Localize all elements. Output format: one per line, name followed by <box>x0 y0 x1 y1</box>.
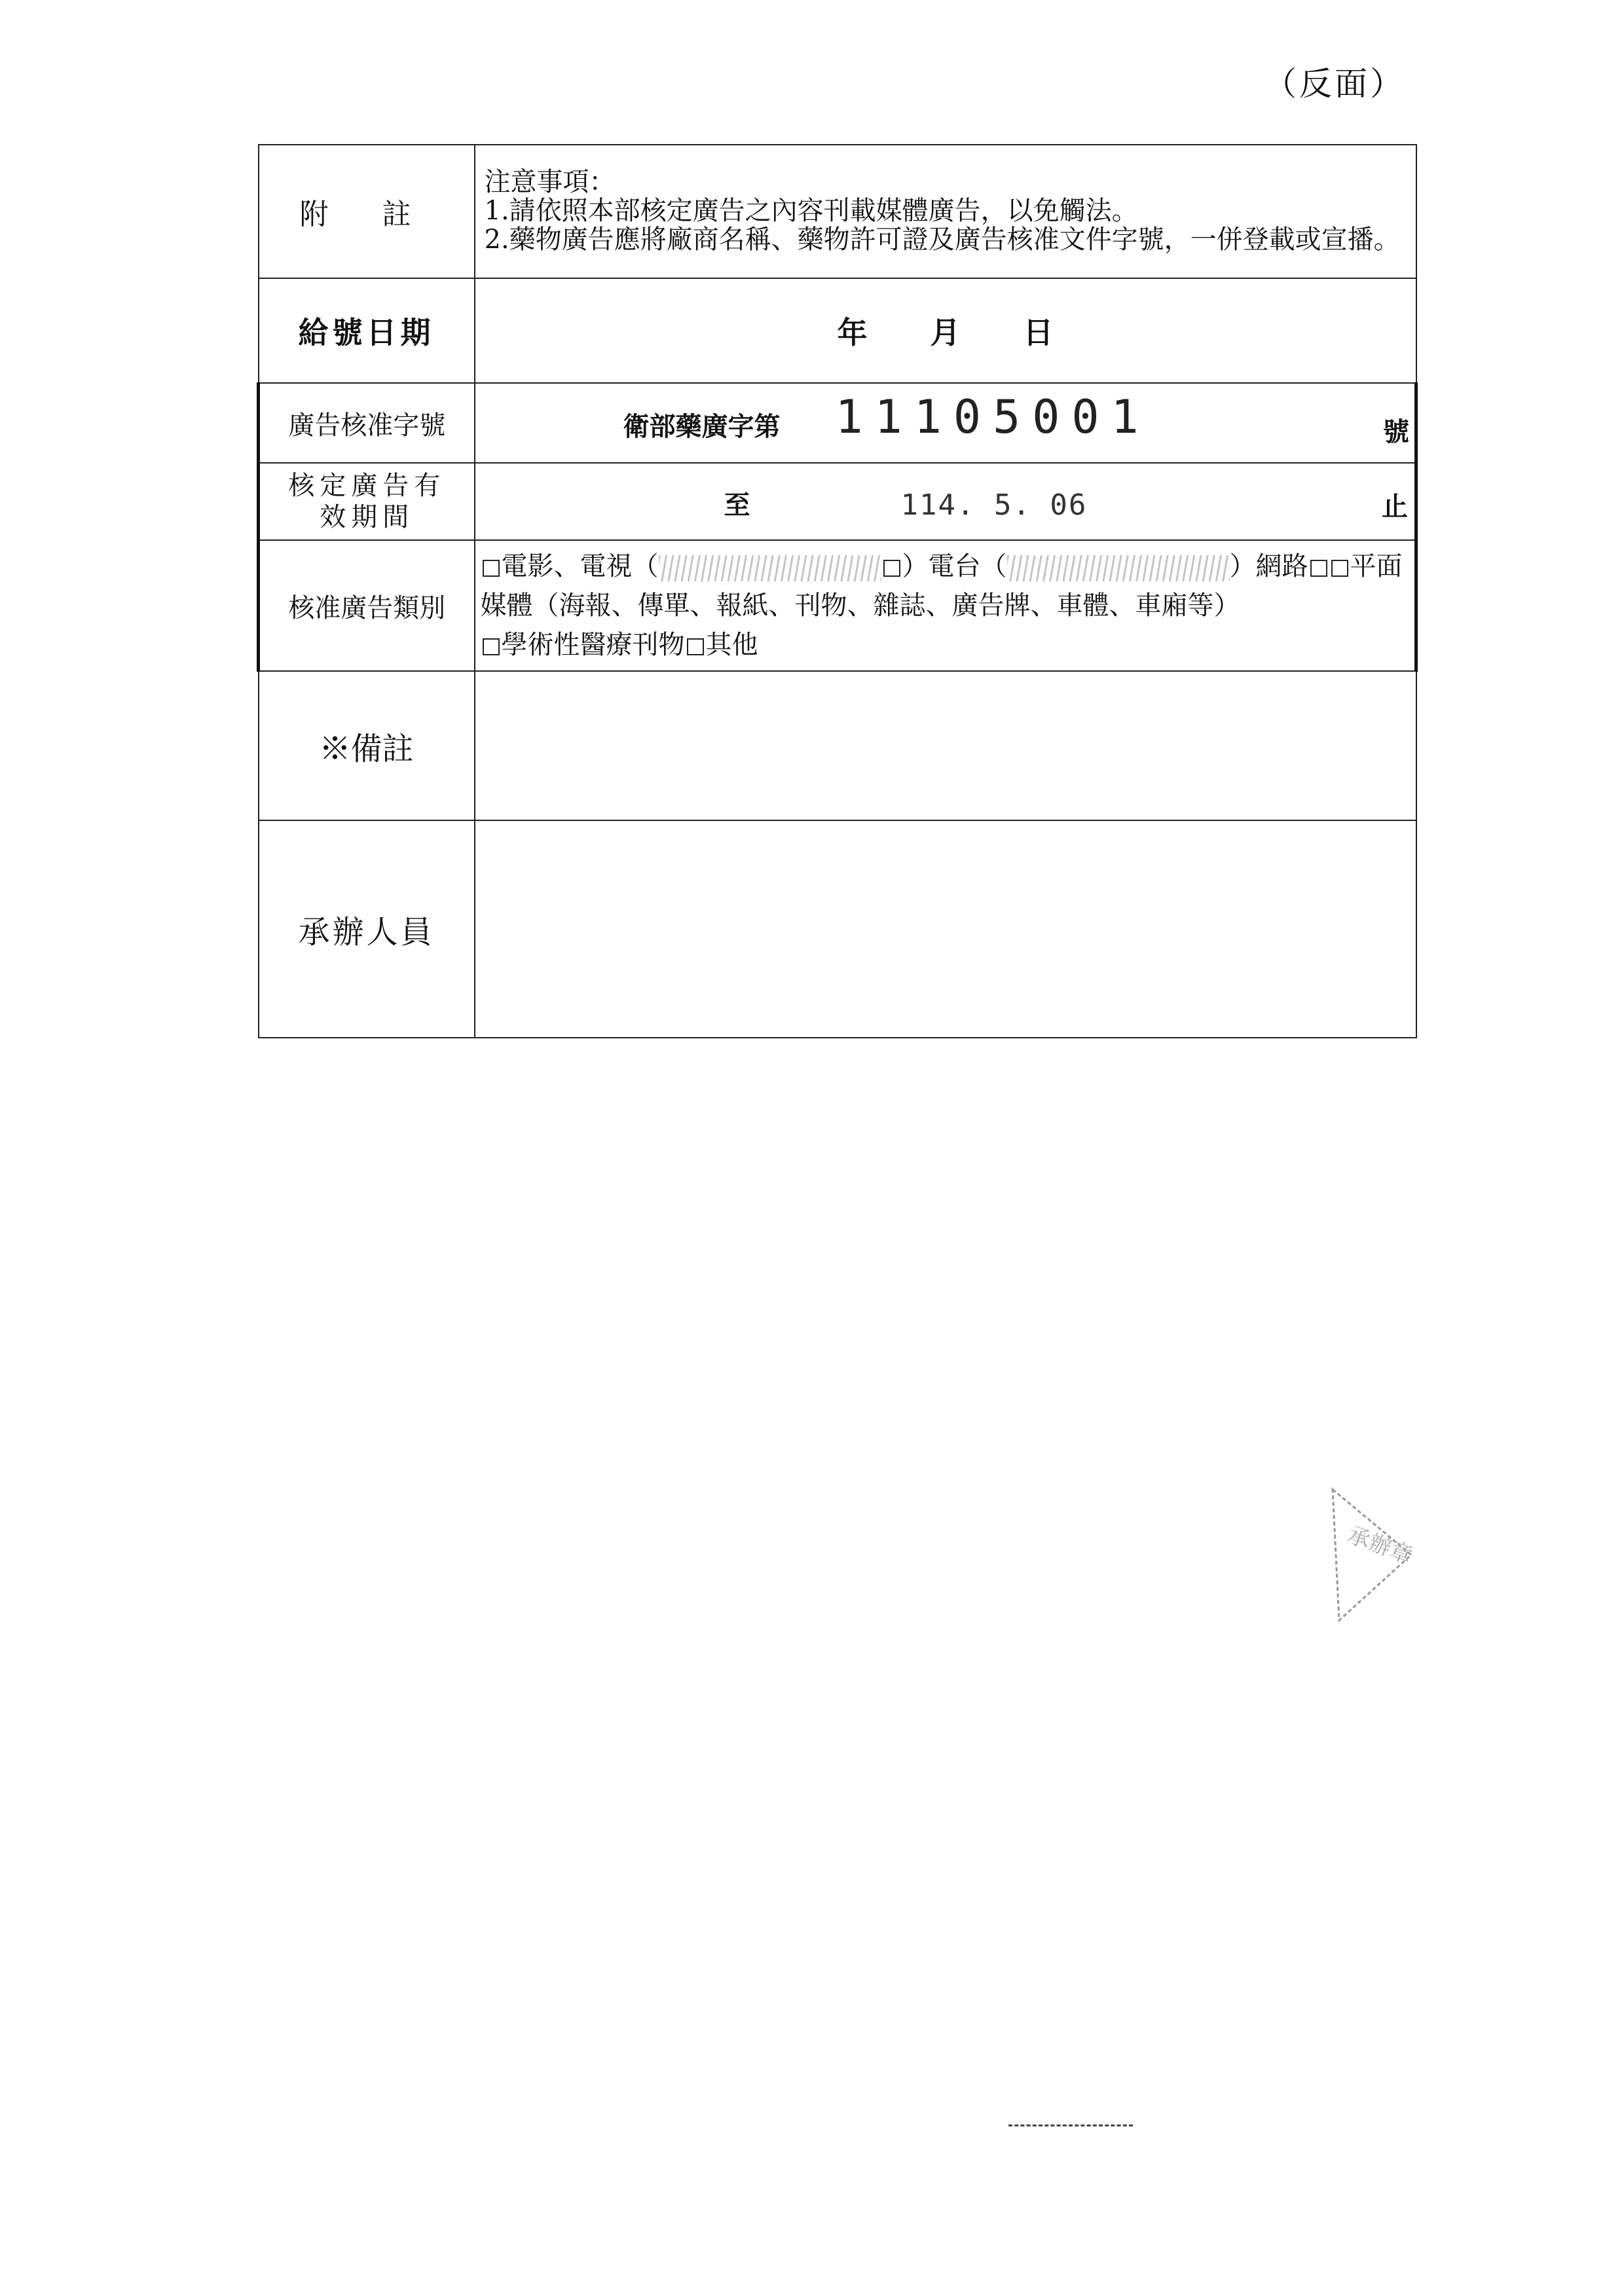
checkbox-other[interactable] <box>687 638 704 655</box>
checkbox-tv[interactable] <box>483 560 500 577</box>
approval-number-row <box>259 383 1416 463</box>
remarks-label: ※備註 <box>259 671 475 820</box>
checkbox-radio[interactable] <box>883 560 900 577</box>
category-academic-label: 學術性醫療刊物 <box>501 630 685 660</box>
notes-title: 注意事項： <box>484 167 616 197</box>
validity-end-date: 114. 5. 06 <box>900 488 1088 522</box>
validity-row <box>259 463 1416 540</box>
ad-approval-form <box>257 144 1418 1038</box>
category-print-label: 平面媒體（海報、傳單、報紙、刊物、雜誌、廣告牌、車體、車廂等） <box>480 551 1403 621</box>
remarks-value <box>475 671 1416 820</box>
issue-date-value <box>475 278 1416 383</box>
category-tv-label: 電影、電視（ <box>501 551 659 581</box>
handler-value <box>475 820 1416 1038</box>
issue-date-row <box>259 278 1416 383</box>
handler-row <box>259 820 1416 1038</box>
notes-item-1: 1.請依照本部核定廣告之內容刊載媒體廣告，以免觸法。 <box>484 196 1138 226</box>
redacted-text <box>659 555 881 581</box>
category-other-label: 其他 <box>705 630 758 660</box>
remarks-row <box>259 671 1416 820</box>
validity-cell <box>475 463 1416 540</box>
approval-number-label: 廣告核准字號 <box>259 383 475 463</box>
page-side-label: （反面） <box>1264 65 1405 103</box>
notes-content <box>475 145 1416 278</box>
approval-suffix: 號 <box>1383 416 1409 447</box>
issue-date-month: 月 <box>930 315 961 350</box>
validity-label <box>259 463 475 540</box>
approval-number: 11105001 <box>835 390 1151 444</box>
validity-label-line-1: 核定廣告有 <box>288 471 446 501</box>
scan-mark <box>1008 2124 1133 2126</box>
approval-number-cell <box>475 383 1416 463</box>
issue-date-label: 給號日期 <box>259 278 475 383</box>
handler-label: 承辦人員 <box>259 820 475 1038</box>
notes-item-2: 2.藥物廣告應將廠商名稱、藥物許可證及廣告核准文件字號，一併登載或宣播。 <box>484 225 1400 255</box>
validity-label-line-2: 效期間 <box>320 502 415 532</box>
issue-date-day: 日 <box>1023 315 1054 350</box>
issue-date-year: 年 <box>837 315 868 350</box>
validity-to: 至 <box>724 490 750 520</box>
notes-label: 附 註 <box>259 145 475 278</box>
stamp-text: 承辦章 <box>1344 1522 1416 1569</box>
checkbox-print[interactable] <box>1331 560 1348 577</box>
approval-prefix: 衛部藥廣字第 <box>623 411 781 442</box>
category-cell <box>475 540 1416 671</box>
category-label: 核准廣告類別 <box>259 540 475 671</box>
checkbox-academic[interactable] <box>483 638 500 655</box>
checkbox-net[interactable] <box>1310 560 1327 577</box>
validity-end: 止 <box>1382 491 1408 522</box>
redacted-text <box>1007 555 1230 581</box>
category-net-label: ）網路 <box>1229 551 1308 581</box>
category-radio-label: ）電台（ <box>902 551 1007 581</box>
category-row <box>259 540 1416 671</box>
notes-row <box>259 145 1416 278</box>
faded-stamp <box>1320 1483 1418 1627</box>
